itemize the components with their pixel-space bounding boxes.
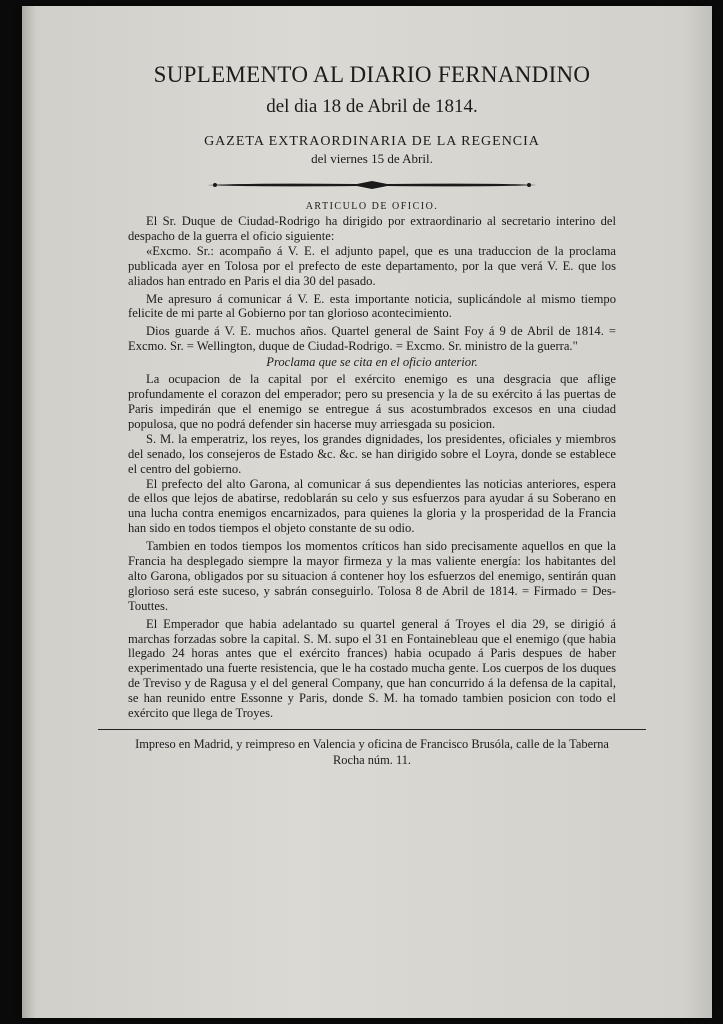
paragraph: El prefecto del alto Garona, al comunicar á sus dependientes las noticias anteriores, espera de ellos que lejos de abatirse, redoblarán su celo y sus esfuerzos para ayudar á su Soberano en una lucha contra enemigos encarnizados, para quienes la gloria y la prosperidad de la Francia han sido en todos tiempos el objeto constante de su odio.: [128, 476, 616, 536]
proclama-text: [128, 372, 616, 721]
page-edge-shadow: [682, 6, 712, 1018]
paragraph: S. M. la emperatriz, los reyes, los grandes dignidades, los presidentes, oficiales y miembros del senado, los consejeros de Estado &c. &c. se han dirigido sobre el Loyra, donde se establece el centro del gobierno.: [128, 431, 616, 476]
document-page: [22, 6, 712, 1018]
oficio-text: [128, 214, 616, 354]
paragraph: «Excmo. Sr.: acompaño á V. E. el adjunto papel, que es una traduccion de la proclama publicada ayer en Tolosa por el prefecto de este departamento, por la que verá V. E. que los aliados han entrado en Paris el dia 30 del pasado.: [128, 243, 616, 288]
paragraph: Dios guarde á V. E. muchos años. Quartel general de Saint Foy á 9 de Abril de 1814. = Excmo. Sr. = Wellington, duque de Ciudad-Rodrigo. = Excmo. Sr. ministro de la guerra.": [128, 324, 616, 354]
document-title: SUPLEMENTO AL DIARIO FERNANDINO: [153, 62, 591, 87]
proclama-caption: Proclama que se cita en el oficio anterior.: [266, 355, 478, 370]
paragraph: Tambien en todos tiempos los momentos críticos han sido precisamente aquellos en que la Francia ha desplegado siempre la mayor firmeza y la mas valiente energía: los habitantes del alto Garona, obligados por su situacion á contener hoy los esfuerzos del enemigo, sentirán quan glorioso será este suceso, y sabrán conseguirlo. Tolosa 8 de Abril de 1814. = Firmado = Des-Touttes.: [128, 539, 616, 613]
document-content: [128, 61, 616, 768]
imprint-text: Impreso en Madrid, y reimpreso en Valencia y oficina de Francisco Brusóla, calle de la Taberna Rocha núm. 11.: [135, 737, 609, 767]
gazeta-date: del viernes 15 de Abril.: [311, 151, 433, 166]
page-fold-shadow: [22, 6, 36, 1018]
document-subtitle: del dia 18 de Abril de 1814.: [266, 96, 478, 117]
imprint-divider: [98, 729, 646, 730]
paragraph: El Sr. Duque de Ciudad-Rodrigo ha dirigido por extraordinario al secretario interino del despacho de la guerra el oficio siguiente:: [128, 214, 616, 243]
ornamental-rule-icon: [207, 179, 537, 191]
paragraph: El Emperador que habia adelantado su quartel general á Troyes el dia 29, se dirigió á marchas forzadas sobre la capital. S. M. supo el 31 en Fontainebleau que el enemigo (que habia llegado 24 horas antes que el exército frances) habia ocupado á Paris despues de haber experimentado una fuerte resistencia, que le ha costado mucha gente. Los cuerpos de los duques de Treviso y de Ragusa y el del general Company, que han concurrido á la defensa de la capital, se han reunido entre Essonne y Paris, donde S. M. ha tomado tambien posicion con todo el exército que llega de Troyes.: [128, 616, 616, 721]
gazeta-heading: GAZETA EXTRAORDINARIA DE LA REGENCIA: [204, 134, 540, 149]
paragraph: La ocupacion de la capital por el exército enemigo es una desgracia que aflige profundamente el corazon del emperador; pero su presencia y la de su exército á las puertas de Paris impedirán que el enemigo se entregue á sus acostumbrados excesos en una ciudad populosa, que no podrá defender sin hacerse muy arriesgada su posicion.: [128, 372, 616, 431]
section-heading: ARTICULO DE OFICIO.: [305, 201, 439, 212]
paragraph: Me apresuro á comunicar á V. E. esta importante noticia, suplicándole al mismo tiempo felicite de mi parte al Gobierno por tan glorioso acontecimiento.: [128, 291, 616, 321]
